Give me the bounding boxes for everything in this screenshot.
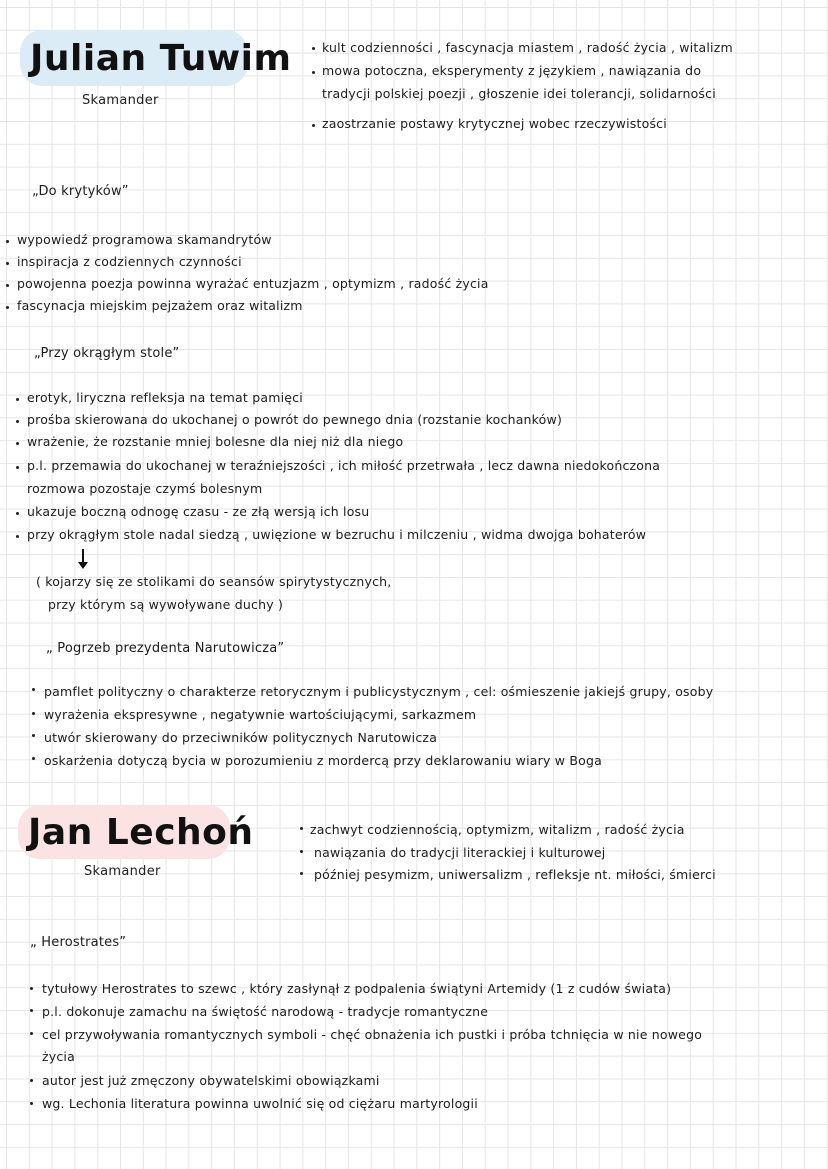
arrow-down-icon [82,549,84,563]
poem-point: fascynacja miejskim pejzażem oraz witalizm [17,298,303,313]
lechon-name-heading: Jan Lechoń [28,812,254,853]
bullet-icon [312,47,315,50]
tuwim-group-label: Skamander [82,93,159,108]
bullet-icon [30,987,33,990]
bullet-icon [16,512,19,515]
poem-point: inspiracja z codziennych czynności [17,254,242,269]
bullet-icon [16,398,19,401]
poem-title-przy-okraglym-stole: „Przy okrągłym stole” [34,346,180,361]
poem-point: wyrażenia ekspresywne , negatywnie wartościującymi, sarkazmem [44,707,477,722]
bullet-icon [300,872,303,875]
poem-point: p.l. przemawia do ukochanej w teraźniejszości , ich miłość przetrwała , lecz dawna niedokończona [27,458,661,473]
tuwim-trait: tradycji polskiej poezji , głoszenie idei tolerancji, solidarności [322,86,716,101]
bullet-icon [16,466,19,469]
lechon-group-label: Skamander [84,864,161,879]
bullet-icon [6,240,9,243]
bullet-icon [312,71,315,74]
bullet-icon [30,1102,33,1105]
bullet-icon [32,712,35,715]
tuwim-trait: kult codzienności , fascynacja miastem , radość życia , witalizm [322,40,733,55]
bullet-icon [30,1032,33,1035]
tuwim-trait: mowa potoczna, eksperymenty z językiem , nawiązania do [322,63,702,78]
poem-point: p.l. dokonuje zamachu na świętość narodową - tradycje romantyczne [42,1004,489,1019]
bullet-icon [312,124,315,127]
bullet-icon [32,757,35,760]
lechon-trait: później pesymizm, uniwersalizm , refleksje nt. miłości, śmierci [314,867,716,882]
poem-point: ukazuje boczną odnogę czasu - ze złą wersją ich losu [27,504,370,519]
poem-title-pogrzeb-prezydenta-narutowicza: „ Pogrzeb prezydenta Narutowicza” [46,641,285,656]
poem-point: pamflet polityczny o charakterze retorycznym i publicystycznym , cel: ośmieszenie jakiejś grupy, osoby [44,684,714,699]
bullet-icon [6,262,9,265]
bullet-icon [300,850,303,853]
poem-point: rozmowa pozostaje czymś bolesnym [27,481,263,496]
bullet-icon [16,442,19,445]
poem-point: erotyk, liryczna refleksja na temat pamięci [27,390,303,405]
bullet-icon [300,827,303,830]
poem-point: przy okrągłym stole nadal siedzą , uwięzione w bezruchu i milczeniu , widma dwojga bohaterów [27,527,647,542]
poem-point: powojenna poezja powinna wyrażać entuzjazm , optymizm , radość życia [17,276,489,291]
bullet-icon [16,420,19,423]
bullet-icon [32,734,35,737]
bullet-icon [6,284,9,287]
poem-point: życia [42,1049,75,1064]
poem-title-herostrates: „ Herostrates” [30,935,127,950]
note-line: ( kojarzy się ze stolikami do seansów spirytystycznych, [36,574,392,589]
note-line: przy którym są wywoływane duchy ) [48,597,284,612]
bullet-icon [30,1009,33,1012]
poem-point: wypowiedź programowa skamandrytów [17,232,272,247]
lechon-trait: zachwyt codziennością, optymizm, witalizm , radość życia [310,822,685,837]
poem-point: wg. Lechonia literatura powinna uwolnić się od ciężaru martyrologii [42,1096,478,1111]
poem-point: cel przywoływania romantycznych symboli - chęć obnażenia ich pustki i próba tchnięcia w nie nowego [42,1027,703,1042]
poem-point: prośba skierowana do ukochanej o powrót do pewnego dnia (rozstanie kochanków) [27,412,563,427]
bullet-icon [30,1079,33,1082]
lechon-trait: nawiązania do tradycji literackiej i kulturowej [314,845,606,860]
bullet-icon [32,688,35,691]
tuwim-trait: zaostrzanie postawy krytycznej wobec rzeczywistości [322,116,667,131]
bullet-icon [6,306,9,309]
poem-point: autor jest już zmęczony obywatelskimi obowiązkami [42,1073,380,1088]
poem-point: wrażenie, że rozstanie mniej bolesne dla niej niż dla niego [27,434,404,449]
poem-point: tytułowy Herostrates to szewc , który zasłynął z podpalenia świątyni Artemidy (1 z cudów świata) [42,981,672,996]
tuwim-name-heading: Julian Tuwim [30,38,292,79]
poem-title-do-krytykow: „Do krytyków” [32,184,129,199]
bullet-icon [16,535,19,538]
poem-point: utwór skierowany do przeciwników politycznych Narutowicza [44,730,438,745]
poem-point: oskarżenia dotyczą bycia w porozumieniu z mordercą przy deklarowaniu wiary w Boga [44,753,602,768]
